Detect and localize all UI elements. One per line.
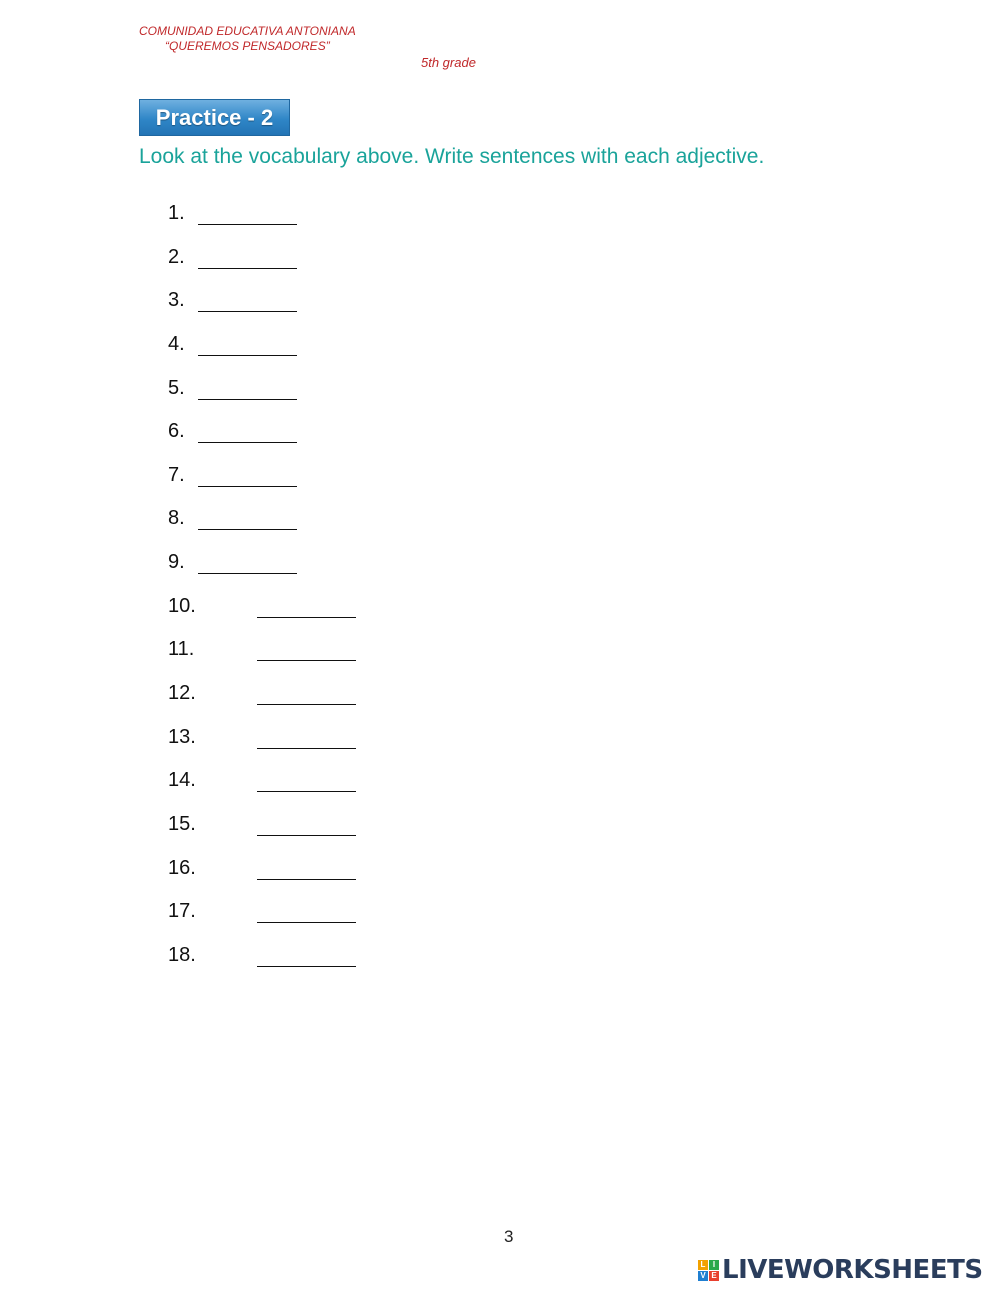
answer-number: 15. bbox=[168, 812, 196, 835]
answer-blank[interactable] bbox=[257, 857, 356, 880]
answer-blank[interactable] bbox=[198, 202, 297, 225]
answer-line bbox=[168, 813, 356, 857]
answer-blank[interactable] bbox=[198, 333, 297, 356]
brand-name: LIVEWORKSHEETS bbox=[722, 1255, 983, 1285]
school-name: COMUNIDAD EDUCATIVA ANTONIANA bbox=[139, 24, 356, 38]
answer-number: 4. bbox=[168, 332, 185, 355]
answer-number: 2. bbox=[168, 245, 185, 268]
practice-badge: Practice - 2 bbox=[139, 99, 290, 136]
answer-blank[interactable] bbox=[257, 769, 356, 792]
answer-blank[interactable] bbox=[257, 595, 356, 618]
answer-number: 12. bbox=[168, 682, 196, 705]
answer-line bbox=[168, 464, 356, 508]
answer-number: 16. bbox=[168, 856, 196, 879]
logo-tile: V bbox=[698, 1271, 708, 1281]
answer-line bbox=[168, 769, 356, 813]
school-header bbox=[139, 24, 356, 54]
liveworksheets-logo[interactable] bbox=[698, 1255, 983, 1285]
answer-number: 1. bbox=[168, 202, 185, 224]
answer-blank[interactable] bbox=[257, 638, 356, 661]
answer-number: 6. bbox=[168, 420, 185, 443]
answer-blank[interactable] bbox=[198, 289, 297, 312]
answer-blank[interactable] bbox=[257, 944, 356, 967]
answer-blank[interactable] bbox=[198, 420, 297, 443]
answer-number: 10. bbox=[168, 594, 196, 617]
answer-blank[interactable] bbox=[198, 377, 297, 400]
answer-blank[interactable] bbox=[198, 551, 297, 574]
page-number: 3 bbox=[504, 1227, 514, 1246]
answer-blank[interactable] bbox=[257, 813, 356, 836]
grade-label: 5th grade bbox=[421, 55, 476, 70]
instruction-text: Look at the vocabulary above. Write sentences with each adjective. bbox=[139, 145, 765, 168]
answer-number: 14. bbox=[168, 769, 196, 792]
answer-number: 5. bbox=[168, 376, 185, 399]
answer-line bbox=[168, 857, 356, 901]
answer-line bbox=[168, 638, 356, 682]
answer-line bbox=[168, 944, 356, 988]
school-motto: “QUEREMOS PENSADORES” bbox=[165, 39, 330, 53]
answer-line bbox=[168, 333, 356, 377]
answer-number: 7. bbox=[168, 463, 185, 486]
answer-blank[interactable] bbox=[198, 246, 297, 269]
logo-tile: E bbox=[709, 1271, 719, 1281]
answer-number: 3. bbox=[168, 289, 185, 312]
answer-number: 9. bbox=[168, 551, 185, 574]
answer-line bbox=[168, 726, 356, 770]
answer-line bbox=[168, 900, 356, 944]
answer-line bbox=[168, 551, 356, 595]
answer-number: 8. bbox=[168, 507, 185, 530]
answer-line bbox=[168, 202, 356, 246]
answer-line bbox=[168, 595, 356, 639]
answer-number: 17. bbox=[168, 900, 196, 923]
answer-line bbox=[168, 289, 356, 333]
answer-list bbox=[168, 202, 356, 988]
logo-tile: L bbox=[698, 1260, 708, 1270]
answer-blank[interactable] bbox=[198, 507, 297, 530]
answer-number: 13. bbox=[168, 725, 196, 748]
answer-blank[interactable] bbox=[198, 464, 297, 487]
answer-number: 18. bbox=[168, 943, 196, 966]
answer-line bbox=[168, 420, 356, 464]
logo-tile: I bbox=[709, 1260, 719, 1270]
answer-line bbox=[168, 246, 356, 290]
logo-tiles-icon bbox=[698, 1260, 719, 1281]
answer-number: 11. bbox=[168, 638, 195, 661]
answer-line bbox=[168, 682, 356, 726]
answer-line bbox=[168, 507, 356, 551]
answer-blank[interactable] bbox=[257, 682, 356, 705]
answer-line bbox=[168, 377, 356, 421]
answer-blank[interactable] bbox=[257, 726, 356, 749]
answer-blank[interactable] bbox=[257, 900, 356, 923]
